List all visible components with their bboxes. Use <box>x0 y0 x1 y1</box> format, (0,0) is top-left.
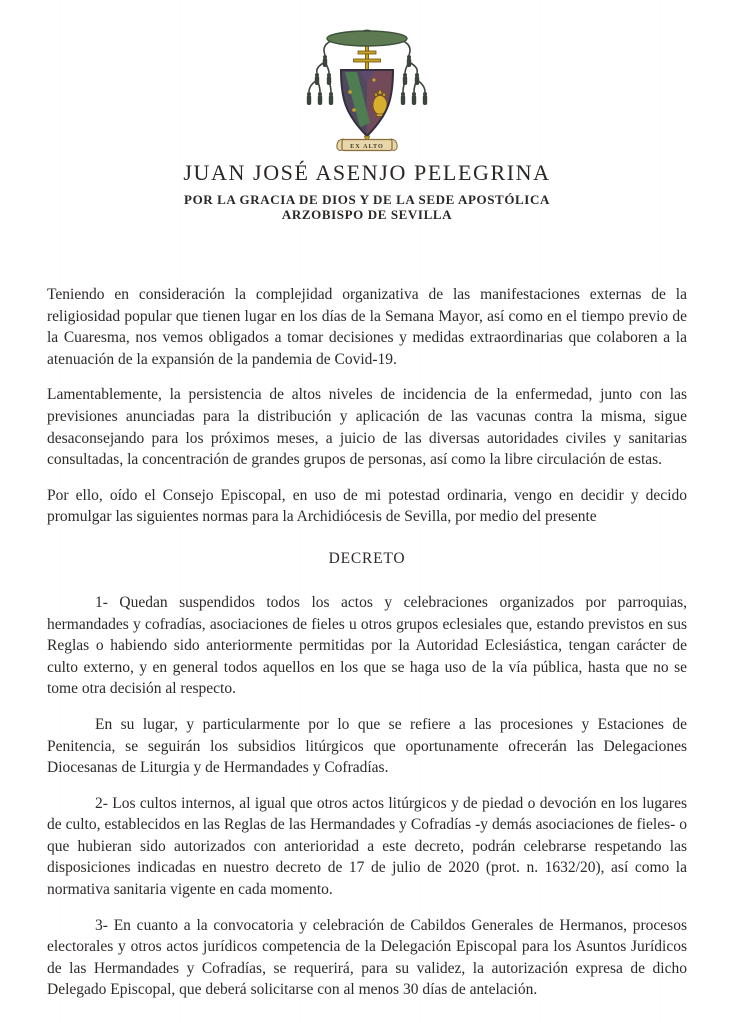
decree-item-3: 3- En cuanto a la convocatoria y celebración de Cabildos Generales de Hermanos, procesos electorales y otros actos jurídicos competencia de la Delegación Episcopal para los Asuntos Jurídicos de las Hermandades y Cofradías, se requerirá, para su validez, la autorización expresa de dicho Delegado Episcopal, que deberá solicitarse con al menos 30 días de antelación. <box>47 916 687 999</box>
intro-paragraph-2: Lamentablemente, la persistencia de altos niveles de incidencia de la enfermedad, junto con las previsiones anunciadas para la distribución y aplicación de las vacunas contra la misma, sigue desaconsejando para los próximos meses, a juicio de las diversas autoridades civiles y sanitarias consultadas, la concentración de grandes grupos de personas, así como la libre circulación de estas. <box>47 386 687 469</box>
decree-item-2: 2- Los cultos internos, al igual que otros actos litúrgicos y de piedad o devoción en los lugares de culto, establecidos en las Reglas de las Hermandades y Cofradías -y demás asociaciones de fieles- o que hubieran sido autorizados con anterioridad a este decreto, podrán celebrarse respetando las disposiciones indicadas en nuestro decreto de 17 de julio de 2020 (prot. n. 1632/20), así como la normativa sanitaria vigente en cada momento. <box>47 794 687 899</box>
shield <box>341 70 393 146</box>
document-header <box>0 160 734 222</box>
archbishop-title-line1: POR LA GRACIA DE DIOS Y DE LA SEDE APOSTÓLICA <box>184 192 550 207</box>
decree-heading: DECRETO <box>328 549 406 567</box>
galero-hat <box>327 30 407 46</box>
decree-item-1-addendum: En su lugar, y particularmente por lo que se refiere a las procesiones y Estaciones de Penitencia, se seguirán los subsidios litúrgicos que oportunamente ofrecerán las Delegaciones Diocesanas de Liturgia y de Hermandades y Cofradías. <box>47 715 687 777</box>
decree-item-1: 1- Quedan suspendidos todos los actos y celebraciones organizados por parroquias, hermandades y cofradías, asociaciones de fieles u otros grupos eclesiales que, estando previstos en sus Reglas o habiendo sido anteriormente permitidas por la Autoridad Eclesiástica, tengan carácter de culto externo, y en general todos aquellos en los que se haga uso de la vía pública, hasta que no se tome otra decisión al respecto. <box>47 593 687 698</box>
archbishop-coat-of-arms <box>287 22 447 154</box>
motto-scroll <box>337 139 397 151</box>
document-body <box>47 284 687 1001</box>
crest-motto-text: EX ALTO <box>350 142 384 150</box>
intro-paragraph-3: Por ello, oído el Consejo Episcopal, en uso de mi potestad ordinaria, vengo en decidir y decido promulgar las siguientes normas para la Archidiócesis de Sevilla, por medio del presente <box>47 486 687 526</box>
archbishop-name: JUAN JOSÉ ASENJO PELEGRINA <box>183 160 551 185</box>
archbishop-title-line2: ARZOBISPO DE SEVILLA <box>281 207 453 222</box>
intro-paragraph-1: Teniendo en consideración la complejidad organizativa de las manifestaciones externas de la religiosidad popular que tienen lugar en los días de la Semana Mayor, así como en el tiempo previo de la Cuaresma, nos vemos obligados a tomar decisiones y medidas extraordinarias que colaboren a la atenuación de la expansión de la pandemia de Covid-19. <box>47 286 687 368</box>
